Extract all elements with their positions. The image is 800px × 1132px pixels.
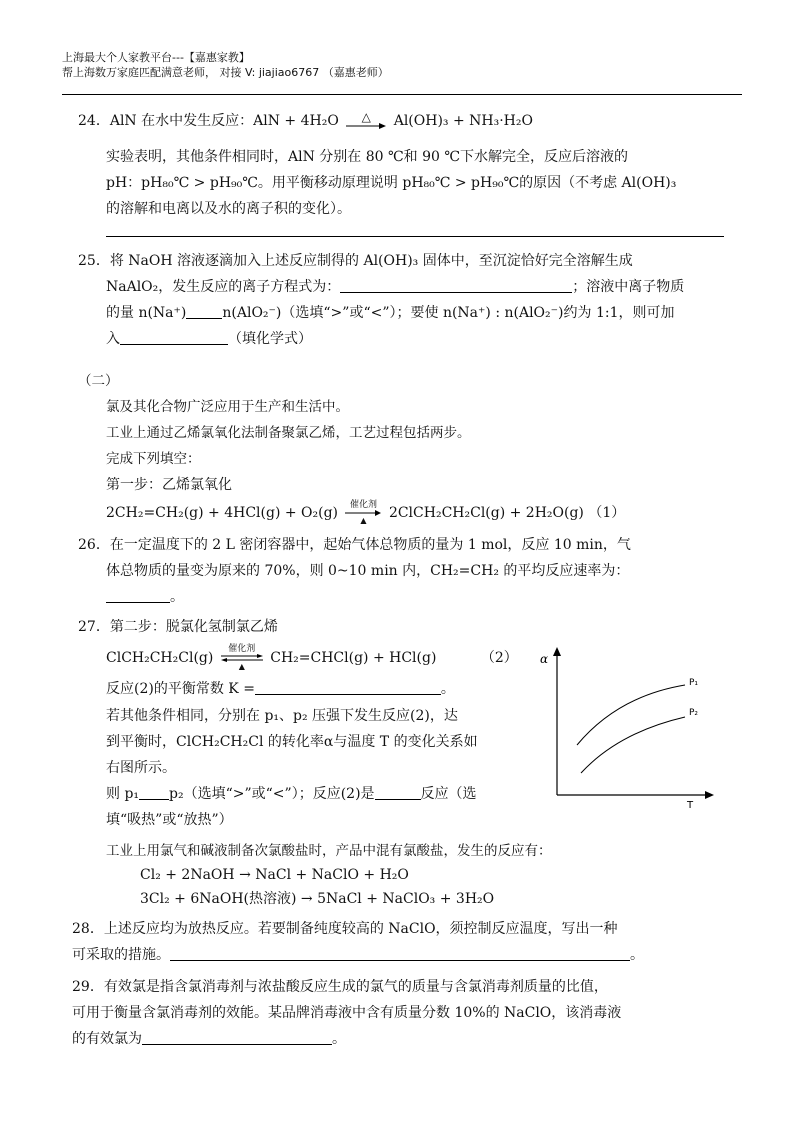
q27-line-4	[106, 781, 477, 807]
question-26	[78, 532, 631, 558]
q27-line-4b: p₂（选填“>”或“<”）；反应(2)是	[169, 786, 375, 802]
industrial-eq-a: Cl₂ + 2NaOH → NaCl + NaClO + H₂O	[140, 867, 409, 883]
q27-k-line	[106, 676, 455, 702]
header-line-1: 上海最大个人家教平台---【嘉惠家教】	[62, 51, 250, 64]
q29-line-2: 可用于衡量含氯消毒剂的效能。某品牌消毒液中含有质量分数 10%的 NaClO，该消毒液	[72, 1005, 622, 1021]
q28-line-2	[72, 942, 644, 968]
industrial-eq-b: 3Cl₂ + 6NaOH(热溶液) → 5NaCl + NaClO₃ + 3H₂O	[140, 891, 495, 907]
q29-line-3	[72, 1026, 346, 1052]
q28-line-2b: 。	[630, 947, 644, 963]
eq2-lhs: ClCH₂CH₂Cl(g)	[106, 650, 214, 666]
q25-line-4	[106, 326, 312, 352]
eq1-rhs: 2ClCH₂CH₂Cl(g) + 2H₂O(g) （1）	[388, 505, 626, 521]
q27-k-label: 反应(2)的平衡常数 K =	[106, 681, 255, 697]
q25-line-1: 将 NaOH 溶液逐滴加入上述反应制得的 Al(OH)₃ 固体中，至沉淀恰好完全溶解生成	[109, 253, 633, 269]
q28-measure-blank[interactable]	[170, 942, 630, 961]
q27-number: 27．	[78, 619, 110, 635]
q27-line-5: 填“吸热”或“放热”）	[106, 812, 233, 828]
q26-line-2: 体总物质的量变为原来的 70%，则 0~10 min 内，CH₂=CH₂ 的平均反应速率为：	[106, 563, 630, 579]
eq1-lhs: 2CH₂=CH₂(g) + 4HCl(g) + O₂(g)	[106, 505, 339, 521]
equilibrium-arrow	[221, 644, 263, 672]
header-divider	[62, 94, 742, 95]
heat-mark-icon: ▲	[360, 516, 367, 525]
q26-number: 26．	[78, 537, 110, 553]
eq2-rhs: CH₂=CHCl(g) + HCl(g)	[270, 650, 437, 666]
q24-para-3: 的溶解和电离以及水的离子积的变化）。	[106, 201, 351, 217]
q27-title: 第二步：脱氯化氢制氯乙烯	[109, 619, 278, 635]
q25-line-2	[106, 274, 684, 300]
q27-line-3: 右图所示。	[106, 760, 176, 776]
question-24	[78, 108, 533, 134]
section-2-step-1: 第一步：乙烯氯氧化	[106, 477, 232, 493]
catalyst-arrow	[345, 500, 381, 526]
header-line-2: 帮上海数万家庭匹配满意老师， 对接 V: jiajiao6767 （嘉惠老师）	[62, 66, 389, 79]
q25-line-2a: NaAlO₂，发生反应的离子方程式为：	[106, 279, 341, 295]
q29-line-3b: 。	[332, 1031, 346, 1047]
q25-line-3	[106, 300, 674, 326]
equation-1	[106, 500, 625, 526]
question-27	[78, 614, 278, 640]
q27-k-end: 。	[440, 681, 455, 697]
eq2-catalyst-label: 催化剂	[228, 644, 256, 654]
question-29	[72, 974, 608, 1000]
heat-symbol: △	[361, 110, 371, 124]
q24-para-1: 实验表明，其他条件相同时，AlN 分别在 80 ℃和 90 ℃下水解完全，反应后溶液的	[106, 149, 629, 165]
q29-effective-chlorine-blank[interactable]	[142, 1026, 332, 1045]
x-axis-label: T	[687, 800, 694, 810]
curve-p1-label: P₁	[689, 678, 699, 688]
q27-line-1: 若其他条件相同，分别在 p₁、p₂ 压强下发生反应(2)，达	[106, 708, 458, 724]
q29-number: 29．	[72, 979, 104, 995]
equation-2	[106, 644, 518, 672]
q29-line-3a: 的有效氯为	[72, 1031, 142, 1047]
q27-line-4a: 则 p₁	[106, 786, 140, 802]
equilibrium-arrow-icon	[221, 654, 263, 662]
eq1-catalyst-label: 催化剂	[349, 500, 377, 510]
section-2-line-2: 工业上通过乙烯氯氧化法制备聚氯乙烯，工艺过程包括两步。	[106, 425, 471, 441]
q26-line-1: 在一定温度下的 2 L 密闭容器中，起始气体总物质的量为 1 mol，反应 10 min，气	[109, 537, 631, 553]
q25-formula-blank[interactable]	[120, 326, 228, 345]
question-28	[72, 916, 618, 942]
y-axis-arrow-icon	[553, 647, 561, 656]
section-2-title: （二）	[78, 373, 119, 389]
q25-compare-blank[interactable]	[186, 300, 222, 319]
industrial-intro: 工业上用氯气和碱液制备次氯酸盐时，产品中混有氯酸盐，发生的反应有：	[106, 843, 552, 859]
q27-heat-blank[interactable]	[375, 781, 421, 800]
q24-rhs: Al(OH)₃ + NH₃·H₂O	[393, 113, 533, 129]
q26-rate-blank[interactable]	[106, 584, 170, 603]
q24-number: 24．	[78, 113, 110, 129]
q24-intro: AlN 在水中发生反应：	[109, 113, 254, 129]
q24-para-2: pH：pH₈₀℃ > pH₉₀℃。用平衡移动原理说明 pH₈₀℃ > pH₉₀℃的原因（不考虑 Al(OH)₃	[106, 175, 677, 191]
q28-line-2a: 可采取的措施。	[72, 947, 170, 963]
q25-line-3a: 的量 n(Na⁺)	[106, 305, 187, 321]
q27-pressure-blank[interactable]	[139, 781, 169, 800]
q25-number: 25．	[78, 253, 110, 269]
q26-line-3-end: 。	[170, 589, 184, 605]
q25-ionic-equation-blank[interactable]	[340, 274, 572, 293]
q26-line-3	[106, 584, 184, 610]
question-25	[78, 248, 633, 274]
conversion-temperature-graph	[537, 645, 717, 810]
q27-line-4c: 反应（选	[420, 786, 477, 802]
section-2-line-1: 氯及其化合物广泛应用于生产和生活中。	[106, 399, 349, 415]
q25-line-3b: n(AlO₂⁻)（选填“>”或“<”）；要使 n(Na⁺) : n(AlO₂⁻)约为 1:1，则可加	[222, 305, 675, 321]
q28-number: 28．	[72, 921, 104, 937]
q27-k-blank[interactable]	[255, 676, 441, 695]
y-axis-label: α	[540, 652, 549, 666]
section-2-line-3: 完成下列填空：	[106, 451, 201, 467]
q25-line-4b: （填化学式）	[228, 331, 312, 347]
q25-line-4a: 入	[106, 331, 120, 347]
q29-line-1: 有效氯是指含氯消毒剂与浓盐酸反应生成的氯气的质量与含氯消毒剂质量的比值，	[103, 979, 608, 995]
heat-arrow	[346, 112, 386, 130]
q24-lhs: AlN + 4H₂O	[253, 113, 339, 129]
page-header	[62, 50, 389, 80]
eq2-number: （2）	[480, 650, 518, 666]
q25-line-2b: ；溶液中离子物质	[572, 279, 685, 295]
heat-mark-icon: ▲	[238, 662, 245, 671]
curve-p2-label: P₂	[689, 708, 699, 718]
q28-line-1: 上述反应均为放热反应。若要制备纯度较高的 NaClO，须控制反应温度，写出一种	[103, 921, 618, 937]
x-axis-arrow-icon	[705, 791, 714, 799]
q24-answer-line[interactable]	[106, 236, 724, 237]
q27-line-2: 到平衡时，ClCH₂CH₂Cl 的转化率α与温度 T 的变化关系如	[106, 734, 478, 750]
